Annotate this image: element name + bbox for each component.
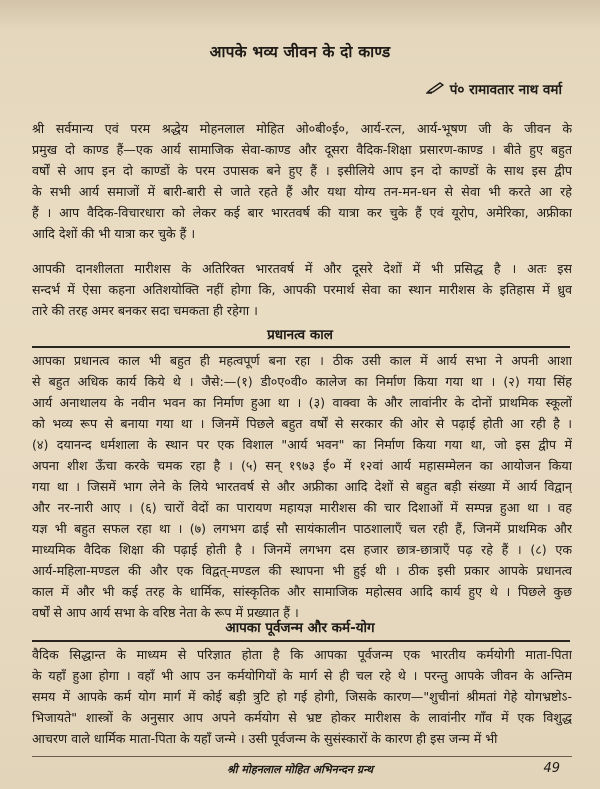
section-divider xyxy=(32,346,570,348)
text-line: हैं । आप वैदिक-विचारधारा को लेकर कई बार भारतवर्ष की यात्रा कर चुके हैं एवं यूरोप, अमेरिका, अफ्रीका xyxy=(32,205,572,220)
text-line: को भव्य रूप से बनाया गया था । जिनमें पिछले बहुत वर्षों से सरकार की ओर से पढ़ाई होती आ रही है । xyxy=(32,416,572,431)
text-line: के यहाँ हुआ होगा । वहाँ भी आप उन कर्मयोगियों के मार्ग से ही चल रहे थे । परन्तु आपके जीवन के अन्तिम xyxy=(32,668,572,683)
text-line: यज्ञ भी बहुत सफल रहा था । (७) लगभग ढाई सौ सायंकालीन पाठशालाएँ चल रही हैं, जिनमें प्राथमिक और xyxy=(32,521,572,536)
bleed-through-text xyxy=(0,0,600,30)
section-heading-presidency: प्रधानत्व काल xyxy=(267,327,333,343)
text-line: (४) दयानन्द धर्मशाला के स्थान पर एक विशाल "आर्य भवन" का निर्माण किया गया था, जो इस द्वीप में xyxy=(32,437,572,452)
text-line: के सभी आर्य समाजों में बारी-बारी से जाते रहते हैं और यथा योग्य तन-मन-धन से सेवा भी करते आ रहे xyxy=(32,184,572,199)
text-line: काल में और भी कई तरह के धार्मिक, सांस्कृतिक और सामाजिक महोत्सव आदि कार्य हुए थे । पिछले कुछ xyxy=(32,584,572,599)
text-line: माध्यमिक वैदिक शिक्षा की पढ़ाई होती है । जिनमें लगभग दस हजार छात्र-छात्राएँ पढ़ रहे हैं । (८) एक xyxy=(32,542,572,557)
text-line: आदि देशों की भी यात्रा कर चुके हैं । xyxy=(32,226,196,241)
text-line: अपना शीश ऊँचा करके चमक रहा है । (५) सन् १९७३ ई० में १२वां आर्य महासम्मेलन का आयोजन किया xyxy=(32,458,572,473)
section-divider xyxy=(32,640,570,642)
text-line: आपका प्रधानत्व काल भी बहुत ही महत्वपूर्ण बना रहा । ठीक उसी काल में आर्य सभा ने अपनी आशा xyxy=(32,353,572,368)
text-line: वैदिक सिद्धान्त के माध्यम से परिज्ञात होता है कि आपका पूर्वजन्म एक भारतीय कर्मयोगी माता-पिता xyxy=(32,647,572,662)
text-line: समय में आपके कर्म योग मार्ग में कोई बड़ी त्रुटि हो गई होगी, जिसके कारण—"शुचीनां श्रीमतां गेहे योगभ्रष्टोऽ- xyxy=(32,689,572,704)
text-line: आर्य अनाथालय के नवीन भवन का निर्माण हुआ था । (३) वाक्वा के और लावांनीर के दोनों प्राथमिक स्कूलों xyxy=(32,395,572,410)
text-line: श्री सर्वमान्य एवं परम श्रद्धेय मोहनलाल मोहित ओ०बी०ई०, आर्य-रत्न, आर्य-भूषण जी के जीवन के xyxy=(32,121,572,136)
charity-paragraph xyxy=(32,258,572,321)
text-line: गया था । जिसमें भाग लेने के लिये भारतवर्ष से और अफ्रीका आदि देशों से बहुत बड़ी संख्या में आर्य विद्वान् xyxy=(32,479,572,494)
text-line: सन्दर्भ में ऐसा कहना अतिशयोक्ति नहीं होगा कि, आपकी परमार्थ सेवा का स्थान मारीशस के इतिहास में ध्रुव xyxy=(32,282,572,297)
text-line: आचरण वाले धार्मिक माता-पिता के यहाँ जन्मे । उसी पूर्वजन्म के सुसंस्कारों के कारण ही इस जन्म में भी xyxy=(32,731,498,746)
text-line: भिजायते" शास्त्रों के अनुसार आप अपने कर्मयोग से भ्रष्ट होकर मारीशस के लावांनीर गाँव में एक विशुद्ध xyxy=(32,710,572,725)
text-line: वर्षों से आप आर्य सभा के वरिष्ठ नेता के रूप में प्रख्यात हैं । xyxy=(32,605,299,620)
page-number: 49 xyxy=(543,761,560,776)
text-line: तारे की तरह अमर बनकर सदा चमकता ही रहेगा । xyxy=(32,303,258,318)
section-heading-previous-birth: आपका पूर्वजन्म और कर्म-योग xyxy=(225,620,375,636)
text-line: प्रमुख दो काण्ड हैं—एक आर्य सामाजिक सेवा-काण्ड और दूसरा वैदिक-शिक्षा प्रसारण-काण्ड । बीते हुए बहुत xyxy=(32,142,572,157)
author-name: पं० रामावतार नाथ वर्मा xyxy=(449,82,562,98)
intro-paragraph xyxy=(32,118,572,244)
text-line: आर्य-महिला-मण्डल की और एक विद्वत्-मण्डल की स्थापना भी हुई थी । ठीक इसी प्रकार आपके प्रधानत्व xyxy=(32,563,572,578)
presidency-paragraph xyxy=(32,350,572,623)
previous-birth-paragraph xyxy=(32,644,572,749)
author-line xyxy=(426,80,562,98)
footer-rule xyxy=(32,756,572,757)
page-title: आपके भव्य जीवन के दो काण्ड xyxy=(209,43,391,61)
text-line: से बहुत अधिक कार्य किये थे । जैसे:—(१) डी०ए०वी० कालेज का निर्माण किया गया था । (२) गया सिंह xyxy=(32,374,572,389)
text-line: आपकी दानशीलता मारीशस के अतिरिक्त भारतवर्ष में और दूसरे देशों में भी प्रसिद्ध है । अतः इस xyxy=(32,261,572,276)
text-line: वर्षों से आप इन दो काण्डों के परम उपासक बने हुए हैं । इसीलिये आप इन दो काण्डों के साथ इस द्वीप xyxy=(32,163,572,178)
footer-book-title: श्री मोहनलाल मोहित अभिनन्दन ग्रन्थ xyxy=(226,763,374,776)
pen-icon xyxy=(426,82,444,98)
text-line: और नर-नारी आए । (६) चारों वेदों का पारायण महायज्ञ मारीशस की चार दिशाओं में सम्पन्न हुआ था । वह xyxy=(32,500,572,515)
